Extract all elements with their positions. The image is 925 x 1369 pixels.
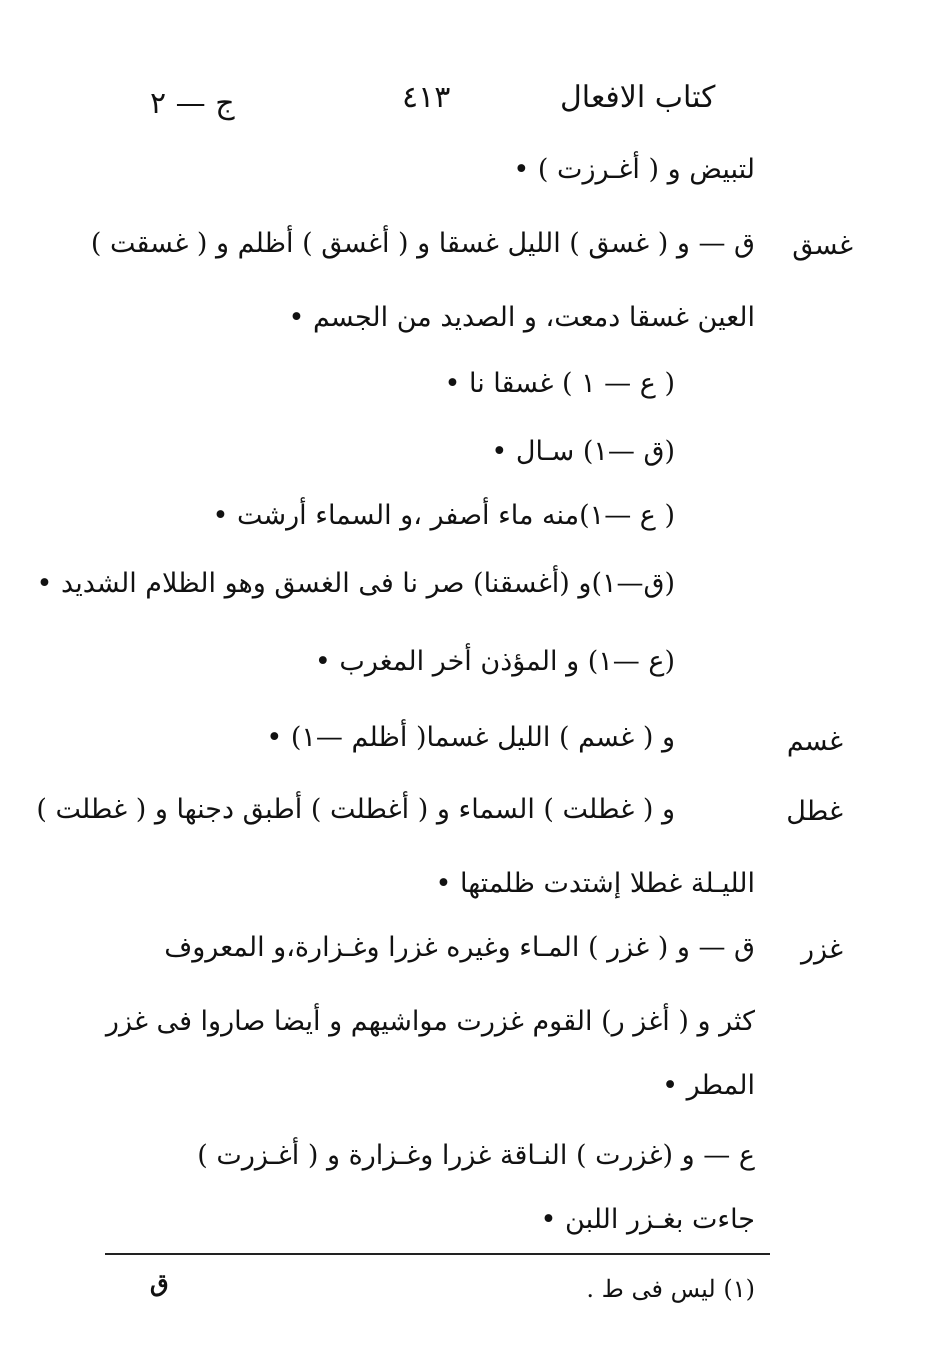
text-line: كثر و ( أغز ر) القوم غزرت مواشيهم و أيضا صاروا فى غزر <box>105 1006 755 1037</box>
footnote-text: (١) ليس فى ط . <box>586 1275 755 1303</box>
text-line: الليـلة غطلا إشتدت ظلمتها • <box>435 868 755 899</box>
page-number: ٤١٣ <box>402 80 451 115</box>
text-line: العين غسقا دمعت، و الصديد من الجسم • <box>288 302 755 333</box>
text-line: جاءت بغـزر اللبن • <box>540 1204 755 1235</box>
footnote-siglum: ق <box>150 1268 169 1297</box>
text-line: ق — و ( غسق ) الليل غسقا و ( أغسق ) أظلم و ( غسقت ) <box>90 228 755 259</box>
margin-headword: غسم <box>786 726 843 757</box>
text-line: (ق—١)و (أغسقنا) صر نا فى الغسق وهو الظلام الشديد • <box>36 568 675 599</box>
footnote-divider <box>105 1253 770 1255</box>
text-line: ع — و (غزرت ) النـاقة غزرا وغـزارة و ( أغـزرت ) <box>197 1140 755 1171</box>
margin-headword: غطل <box>786 796 843 827</box>
text-line: و ( غطلت ) السماء و ( أغطلت ) أطبق دجنها و ( غطلت ) <box>36 794 675 825</box>
text-line: و ( غسم ) الليل غسما( أظلم —١) • <box>266 722 675 753</box>
text-line: ( ع — ١ ) غسقا نا • <box>444 368 675 399</box>
volume-label: ج — ٢ <box>150 86 235 121</box>
text-line: (ع —١) و المؤذن أخر المغرب • <box>314 646 675 677</box>
text-line: المطر • <box>662 1070 755 1101</box>
margin-headword: غزر <box>800 934 843 965</box>
text-line: ( ع —١)منه ماء أصفر ،و السماء أرشت • <box>212 500 675 531</box>
text-line: ق — و ( غزر ) المـاء وغيره غزرا وغـزارة،و المعروف <box>164 932 755 963</box>
text-line: لتبيض و ( أغـرزت ) • <box>513 154 755 185</box>
margin-headword: غسق <box>792 230 853 261</box>
book-title: كتاب الافعال <box>560 80 716 115</box>
text-line: (ق —١) سـال • <box>491 436 675 467</box>
